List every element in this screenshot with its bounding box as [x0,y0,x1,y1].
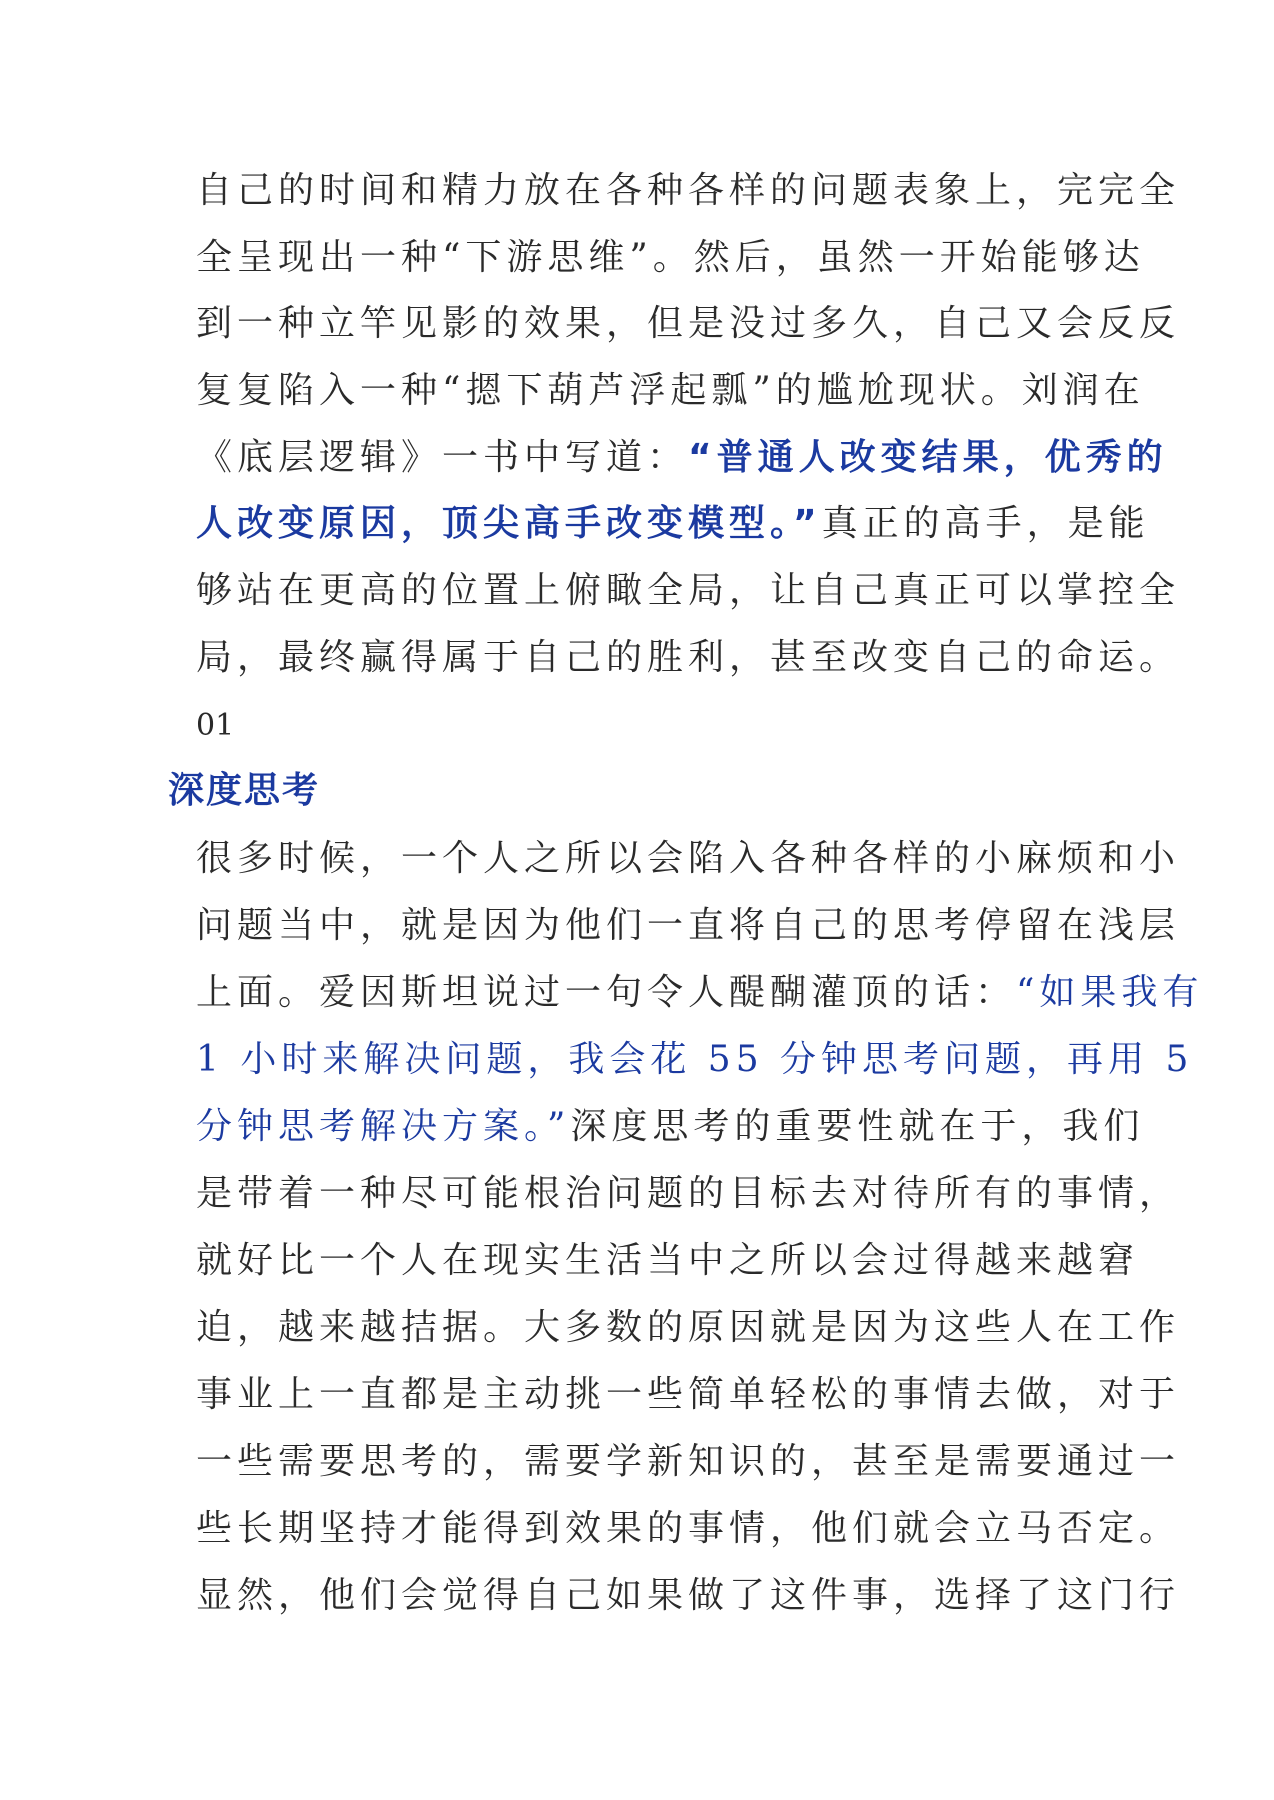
paragraph-line [196,836,1180,882]
text-span: 是带着一种尽可能根治问题的目标去对待所有的事情， [196,1173,1181,1214]
paragraph-line [196,903,1180,949]
paragraph-line [196,970,1203,1016]
section-number: 01 [196,708,235,743]
text-span: 到一种立竿见影的效果，但是没过多久，自己又会反反 [196,303,1181,344]
text-span: 些长期坚持才能得到效果的事情，他们就会立马否定。 [196,1508,1181,1549]
text-span: 很多时候，一个人之所以会陷入各种各样的小麻烦和小 [196,838,1181,879]
quote-span: 人改变原因，顶尖高手改变模型。” [196,503,822,544]
text-span: 显然，他们会觉得自己如果做了这件事，选择了这门行 [196,1575,1181,1616]
text-span: 深度思考的重要性就在于，我们 [570,1106,1145,1147]
text-span: 一些需要思考的，需要学新知识的，甚至是需要通过一 [196,1441,1181,1482]
text-span: 复复陷入一种“摁下葫芦浮起瓢”的尴尬现状。刘润在 [196,370,1145,411]
paragraph-line [196,235,1145,281]
paragraph-line [196,501,1150,547]
text-span: 事业上一直都是主动挑一些简单轻松的事情去做，对于 [196,1374,1181,1415]
paragraph-line [196,1238,1139,1284]
text-span: 自己的时间和精力放在各种各样的问题表象上，完完全 [196,170,1181,211]
paragraph-line [196,1104,1144,1150]
quote-span: 1 小时来解决问题，我会花 55 分钟思考问题，再用 5 [196,1039,1194,1080]
text-span: 局，最终赢得属于自己的胜利，甚至改变自己的命运。 [196,637,1181,678]
quote-span: “普通人改变结果，优秀的 [688,437,1168,478]
text-span: 就好比一个人在现实生活当中之所以会过得越来越窘 [196,1240,1140,1281]
text-span: 问题当中，就是因为他们一直将自己的思考停留在浅层 [196,905,1181,946]
text-span: 够站在更高的位置上俯瞰全局，让自己真正可以掌控全 [196,570,1181,611]
paragraph-line [196,568,1180,614]
section-heading: 深度思考 [168,770,321,811]
paragraph-line [196,1171,1180,1217]
paragraph-line [196,1037,1193,1083]
quote-span: “如果我有 [1016,972,1204,1013]
paragraph-line [196,1573,1180,1619]
text-span: 上面。爱因斯坦说过一句令人醍醐灌顶的话： [196,972,1017,1013]
paragraph-line [196,1305,1180,1351]
quote-span: 分钟思考解决方案。” [196,1106,571,1147]
paragraph-line [196,1506,1180,1552]
text-span: 《底层逻辑》一书中写道： [196,437,689,478]
text-span: 迫，越来越拮据。大多数的原因就是因为这些人在工作 [196,1307,1181,1348]
text-span: 真正的高手，是能 [821,503,1150,544]
paragraph-line [196,435,1168,481]
paragraph-line [196,1439,1180,1485]
text-span: 全呈现出一种“下游思维”。然后，虽然一开始能够达 [196,237,1145,278]
paragraph-line [196,635,1180,681]
paragraph-line [196,368,1145,414]
paragraph-line [196,1372,1180,1418]
paragraph-line [196,168,1180,214]
paragraph-line [196,301,1180,347]
